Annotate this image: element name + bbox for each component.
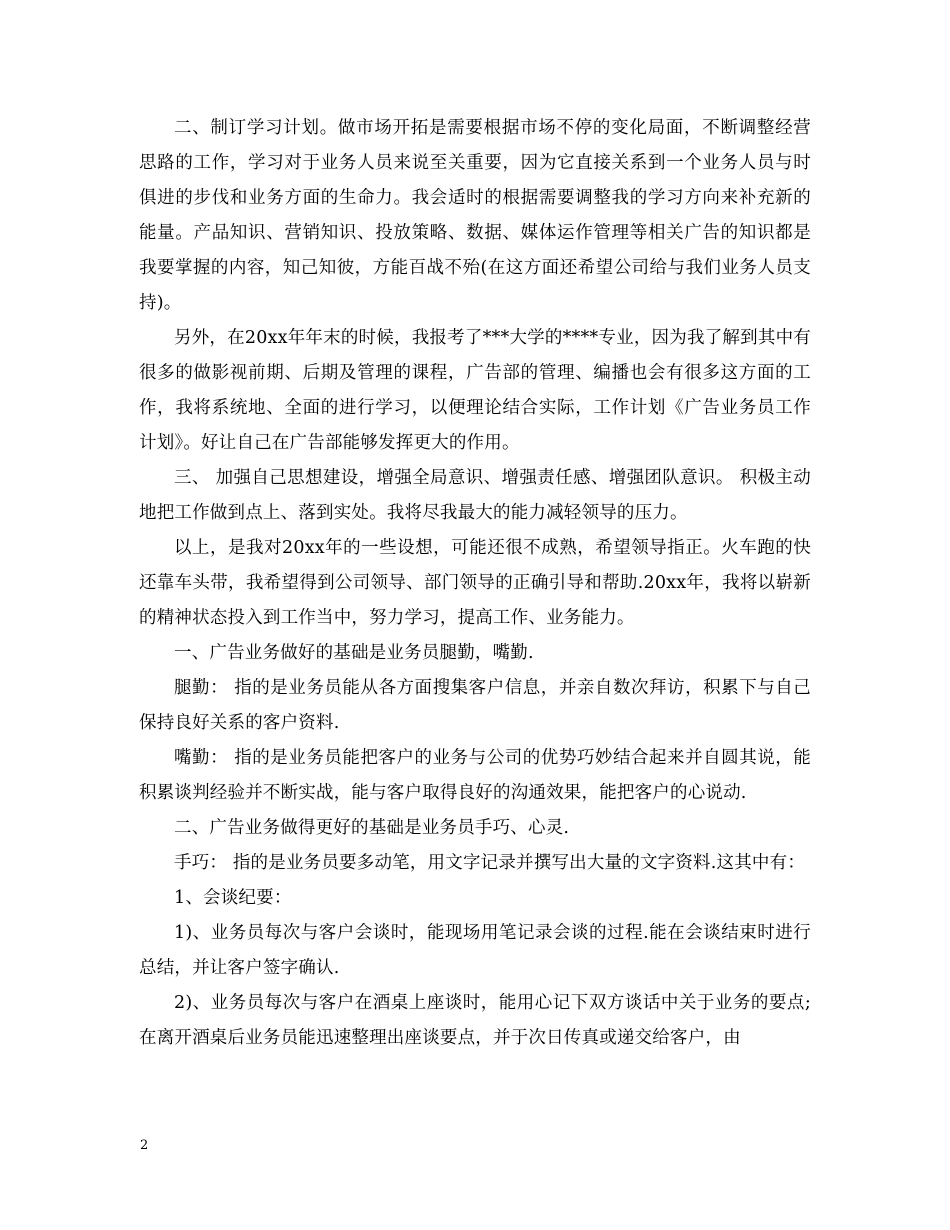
paragraph: 1)、业务员每次与客户会谈时，能现场用笔记录会谈的过程.能在会谈结束时进行总结，并让客户签字确认.: [139, 923, 811, 978]
paragraph: 二、制订学习计划。做市场开拓是需要根据市场不停的变化局面，不断调整经营思路的工作，学习对于业务人员来说至关重要，因为它直接关系到一个业务人员与时俱进的步伐和业务方面的生命力。我会适时的根据需要调整我的学习方向来补充新的能量。产品知识、营销知识、投放策略、数据、媒体运作管理等相关广告的知识都是我要掌握的内容，知己知彼，方能百战不殆(在这方面还希望公司给与我们业务人员支持)。: [139, 118, 811, 313]
page-number: 2: [140, 1138, 149, 1153]
paragraph: 嘴勤： 指的是业务员能把客户的业务与公司的优势巧妙结合起来并自圆其说，能积累谈判经验并不断实战，能与客户取得良好的沟通效果，能把客户的心说动.: [139, 748, 811, 803]
paragraph: 1、会谈纪要：: [174, 888, 292, 908]
paragraph: 腿勤： 指的是业务员能从各方面搜集客户信息，并亲自数次拜访，积累下与自己保持良好关系的客户资料.: [139, 678, 811, 733]
paragraph: 二、广告业务做得更好的基础是业务员手巧、心灵.: [174, 818, 570, 838]
paragraph: 一、广告业务做好的基础是业务员腿勤，嘴勤.: [174, 643, 534, 663]
paragraph: 以上，是我对20xx年的一些设想，可能还很不成熟，希望领导指正。火车跑的快还靠车头带，我希望得到公司领导、部门领导的正确引导和帮助.20xx年，我将以崭新的精神状态投入到工作当中，努力学习，提高工作、业务能力。: [139, 538, 811, 628]
paragraph: 三、 加强自己思想建设，增强全局意识、增强责任感、增强团队意识。 积极主动地把工作做到点上、落到实处。我将尽我最大的能力减轻领导的压力。: [139, 468, 811, 523]
paragraph: 另外，在20xx年年末的时候，我报考了***大学的****专业，因为我了解到其中有很多的做影视前期、后期及管理的课程，广告部的管理、编播也会有很多这方面的工作，我将系统地、全面的进行学习，以便理论结合实际，工作计划《广告业务员工作计划》。好让自己在广告部能够发挥更大的作用。: [139, 328, 811, 453]
document-body: [139, 111, 811, 1056]
paragraph: 手巧： 指的是业务员要多动笔，用文字记录并撰写出大量的文字资料.这其中有：: [174, 853, 806, 873]
paragraph: 2)、业务员每次与客户在酒桌上座谈时，能用心记下双方谈话中关于业务的要点;在离开酒桌后业务员能迅速整理出座谈要点，并于次日传真或递交给客户，由: [139, 993, 811, 1048]
